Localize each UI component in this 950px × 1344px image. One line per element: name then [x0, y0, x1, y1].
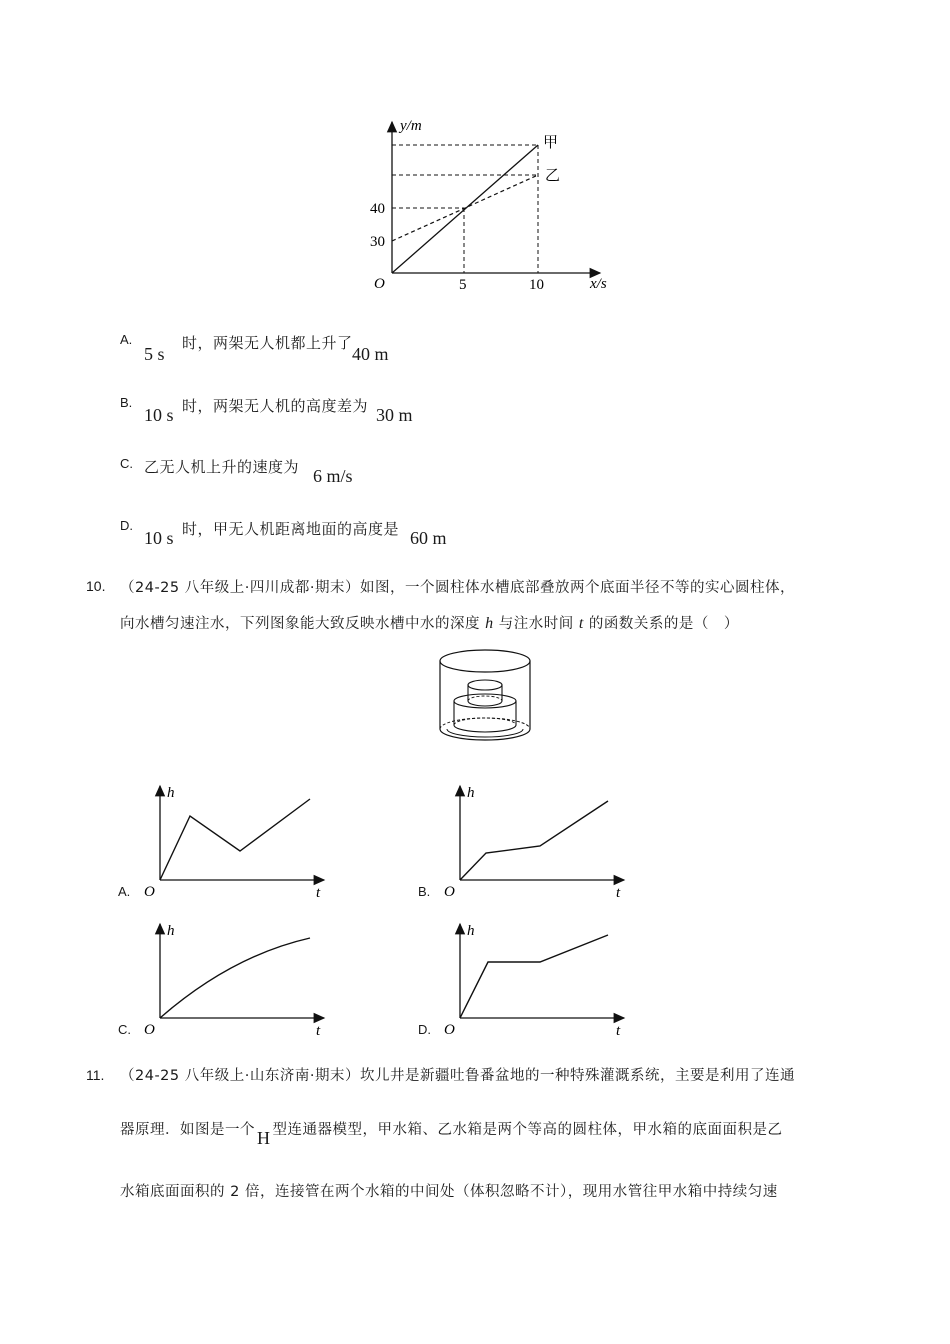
q10-option-b[interactable] [418, 780, 638, 905]
x-axis-label: x/s [590, 276, 607, 292]
option-post-math: 30 m [376, 405, 413, 425]
origin-label: O [374, 276, 385, 292]
q9-option-b[interactable] [120, 395, 540, 429]
q10-stem-line2 [120, 612, 739, 633]
q10-stem-part2: 与注水时间 [498, 616, 574, 632]
var-h: h [485, 615, 494, 632]
q10-option-d[interactable] [418, 918, 638, 1043]
option-letter: D. [120, 518, 133, 533]
q9-option-a[interactable] [120, 332, 520, 366]
origin-label: O [444, 1022, 455, 1038]
q10-stem-line1: （24-25 八年级上·四川成都·期末）如图，一个圆柱体水槽底部叠放两个底面半径不等的实心圆柱体， [120, 580, 795, 596]
axis-x-label: t [316, 1023, 321, 1039]
option-letter: B. [120, 395, 133, 410]
option-letter: D. [418, 1022, 431, 1037]
q11-number: 11. [86, 1067, 105, 1083]
option-pre-math: 5 s [144, 344, 165, 364]
q10-stem-part1: 向水槽匀速注水，下列图象能大致反映水槽中水的深度 [120, 616, 480, 632]
graph-d [436, 918, 636, 1043]
var-t: t [578, 615, 584, 632]
option-pre-math: 10 s [144, 405, 174, 425]
option-letter: A. [120, 332, 133, 347]
option-letter: B. [418, 884, 431, 899]
axis-y-label: h [167, 923, 175, 939]
graph-a [136, 780, 336, 905]
q10-option-a[interactable] [118, 780, 338, 905]
q9-option-c[interactable] [120, 456, 520, 490]
x-tick-10: 10 [529, 277, 544, 293]
option-text: 乙无人机上升的速度为 [144, 458, 300, 476]
graph-c [136, 918, 336, 1043]
q11-stem-line3: 水箱底面面积的 2 倍，连接管在两个水箱的中间处（体积忽略不计），现用水管往甲水箱中持续匀速 [120, 1184, 778, 1200]
y-axis-label: y/m [400, 118, 422, 134]
axis-x-label: t [616, 885, 621, 901]
q11-stem-part1: 器原理．如图是一个 [120, 1122, 255, 1138]
y-tick-30: 30 [370, 234, 385, 250]
origin-label: O [144, 884, 155, 900]
y-tick-40: 40 [370, 201, 385, 217]
q11-stem-line1: （24-25 八年级上·山东济南·期末）坎儿井是新疆吐鲁番盆地的一种特殊灌溉系统，主要是利用了连通 [120, 1068, 795, 1084]
cylinder-tank-figure [435, 645, 535, 745]
curve-concave-down [160, 938, 310, 1018]
q10-stem-part3: 的函数关系的是（ ） [588, 616, 739, 632]
axis-x-label: t [616, 1023, 621, 1039]
x-tick-5: 5 [459, 277, 467, 293]
axis-x-label: t [316, 885, 321, 901]
axis-y-label: h [467, 923, 475, 939]
option-letter: A. [118, 884, 131, 899]
option-post-math: 60 m [410, 528, 447, 548]
q10-number: 10. [86, 578, 106, 594]
axis-y-label: h [167, 785, 175, 801]
axis-y-label: h [467, 785, 475, 801]
curve-rise-flat-rise [460, 935, 608, 1018]
curve-steep-slow-faster [460, 801, 608, 880]
option-post-math: 40 m [352, 344, 389, 364]
option-letter: C. [118, 1022, 131, 1037]
series-yi-label: 乙 [545, 166, 561, 184]
origin-label: O [444, 884, 455, 900]
curve-rise-fall-rise [160, 799, 310, 880]
graph-b [436, 780, 636, 905]
option-letter: C. [120, 456, 133, 471]
q11-stem-line2 [120, 1118, 783, 1148]
series-jia-line [392, 145, 538, 273]
origin-label: O [144, 1022, 155, 1038]
option-text: 时，两架无人机的高度差为 [182, 397, 369, 415]
q11-stem-part2: 型连通器模型，甲水箱、乙水箱是两个等高的圆柱体，甲水箱的底面面积是乙 [272, 1122, 783, 1138]
series-jia-label: 甲 [543, 133, 559, 151]
option-text: 时，甲无人机距离地面的高度是 [182, 520, 400, 538]
h-type-math: H [257, 1128, 271, 1148]
option-text: 时，两架无人机都上升了 [182, 334, 353, 352]
option-pre-math: 10 s [144, 528, 174, 548]
q9-distance-time-graph [360, 110, 630, 300]
q10-option-c[interactable] [118, 918, 338, 1043]
option-post-math: 6 m/s [313, 466, 353, 486]
q9-option-d[interactable] [120, 518, 540, 552]
